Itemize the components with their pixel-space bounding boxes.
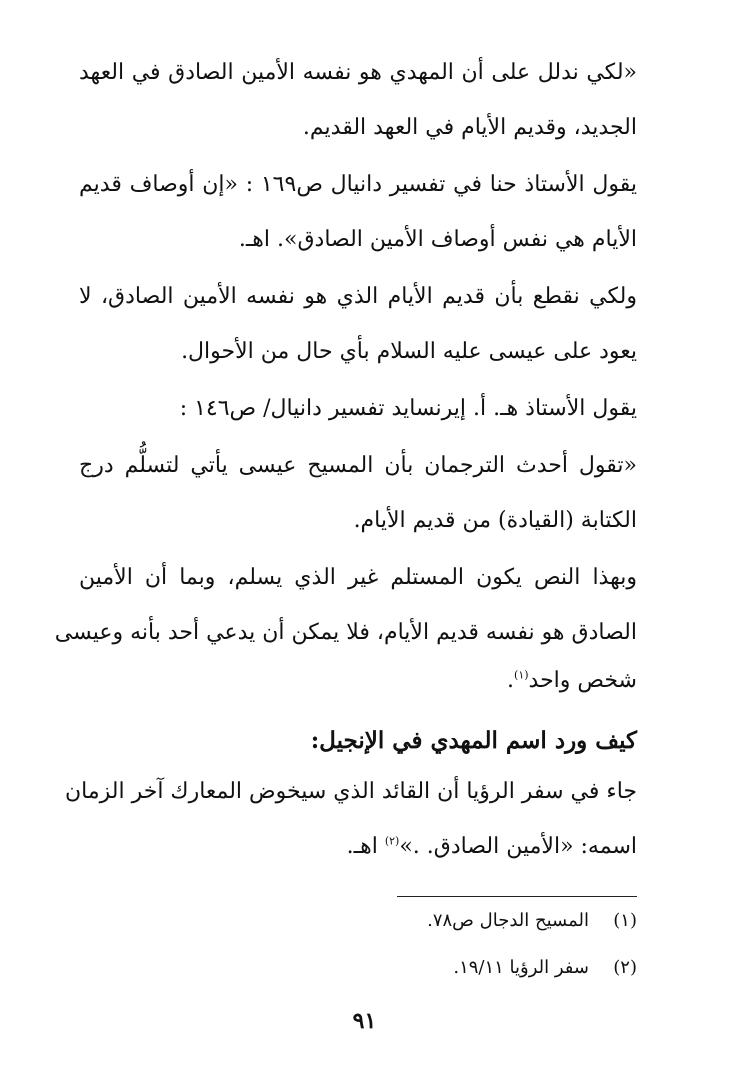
para-6-line-1: وبهذا النص يكون المستلم غير الذي يسلم، وبما أن الأمين bbox=[79, 565, 637, 590]
para-8-line-2-text: اسمه: «الأمين الصادق. .» bbox=[399, 834, 637, 859]
para-6-line-2: الصادق هو نفسه قديم الأيام، فلا يمكن أن يدعي أحد بأنه وعيسى bbox=[54, 620, 637, 645]
para-3-line-2: يعود على عيسى عليه السلام بأي حال من الأحوال. bbox=[181, 339, 637, 364]
para-3-line-1: ولكي نقطع بأن قديم الأيام الذي هو نفسه الأمين الصادق، لا bbox=[79, 284, 637, 309]
para-6-line-3-tail: . bbox=[507, 668, 515, 693]
para-8-line-1: جاء في سفر الرؤيا أن القائد الذي سيخوض المعارك آخر الزمان bbox=[65, 779, 637, 804]
para-1-line-2: الجديد، وقديم الأيام في العهد القديم. bbox=[302, 115, 637, 140]
page-number: ٩١ bbox=[352, 1008, 377, 1034]
footnote-2 bbox=[237, 956, 637, 980]
footnote-ref-1[interactable]: (١) bbox=[514, 668, 529, 682]
para-6-line-3-text: شخص واحد bbox=[528, 668, 637, 693]
footnote-1-text: المسيح الدجال ص٧٨. bbox=[427, 910, 589, 931]
footnote-divider bbox=[397, 896, 637, 897]
para-1-line-1: «لكي ندلل على أن المهدي هو نفسه الأمين الصادق في العهد bbox=[79, 60, 637, 85]
footnote-2-text: سفر الرؤيا ١٩/١١. bbox=[453, 957, 589, 978]
footnote-1-number: (١) bbox=[613, 910, 637, 931]
footnote-ref-2[interactable]: (٢) bbox=[384, 834, 400, 848]
footnote-2-number: (٢) bbox=[613, 957, 637, 978]
para-5-line-2: الكتابة (القيادة) من قديم الأيام. bbox=[353, 508, 637, 533]
para-8-line-2-tail: اهـ. bbox=[346, 834, 385, 859]
para-4-line-1: يقول الأستاذ هـ. أ. إيرنسايد تفسير دانيال/ ص١٤٦ : bbox=[179, 396, 637, 421]
para-2-line-2: الأيام هي نفس أوصاف الأمين الصادق». اهـ. bbox=[238, 227, 637, 252]
para-8-line-2 bbox=[79, 832, 637, 862]
footnote-1 bbox=[237, 909, 637, 933]
para-2-line-1: يقول الأستاذ حنا في تفسير دانيال ص١٦٩ : «إن أوصاف قديم bbox=[79, 172, 637, 197]
para-5-line-1: «تقول أحدث الترجمان بأن المسيح عيسى يأتي لتسلُّم درج bbox=[79, 453, 637, 478]
para-6-line-3 bbox=[79, 666, 637, 696]
section-heading: كيف ورد اسم المهدي في الإنجيل: bbox=[310, 727, 637, 754]
